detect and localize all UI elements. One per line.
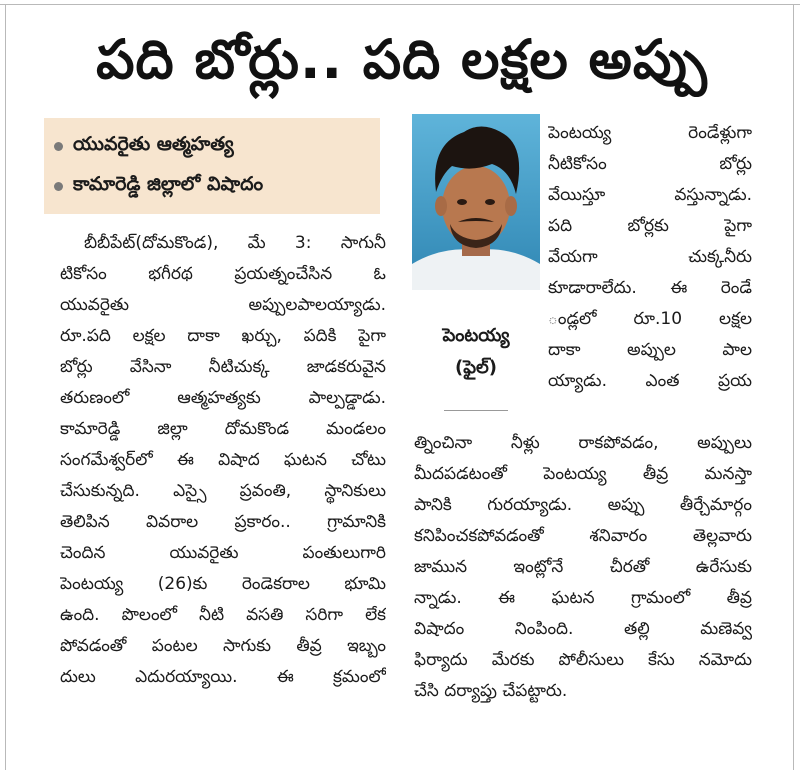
article-line: కూడారాలేదు. ఈ రెండే — [548, 278, 752, 298]
article-line: య్యాడు. ఎంత ప్రయ — [548, 371, 752, 391]
article-line: చేసి దర్యాప్తు చేపట్టారు. — [414, 681, 568, 701]
photo-caption — [404, 320, 548, 384]
article-line: పెంటయ్య రెండేళ్లుగా — [548, 123, 752, 143]
article-line: తెలిపిన వివరాల ప్రకారం.. గ్రామానికి — [60, 512, 386, 532]
article-line: దాకా అప్పుల పాల — [548, 340, 752, 360]
headline: పది బోర్లు.. పది లక్షల అప్పు — [96, 28, 708, 91]
article-line: తరుణంలో ఆత్మహత్యకు పాల్పడ్డాడు. — [60, 388, 386, 408]
article-line: కనిపించకపోవడంతో శనివారం తెల్లవారు — [414, 526, 752, 546]
person-portrait-icon — [412, 114, 540, 290]
portrait-photo — [412, 114, 540, 290]
article-line: బోర్లు వేసినా నీటిచుక్క జాడకరువైన — [60, 357, 386, 377]
article-line: యువరైతు అప్పులపాలయ్యాడు. — [60, 295, 386, 315]
bullet-icon — [54, 182, 63, 191]
article-line: చేసుకున్నది. ఎస్సై ప్రవంతి, స్థానికులు — [60, 481, 386, 501]
article-line: పెంటయ్య (26)కు రెండెకరాల భూమి — [60, 574, 386, 594]
article-line: పది బోర్లకు పైగా — [548, 216, 752, 236]
article-line: త్నించినా నీళ్లు రాకపోవడం, అప్పులు — [414, 433, 752, 453]
caption-note: (ఫైల్) — [454, 357, 497, 378]
left-border — [5, 4, 6, 770]
article-line: పానికి గురయ్యాడు. అప్పు తీర్చేమార్గం — [414, 495, 752, 515]
article-line: దులు ఎదురయ్యాయి. ఈ క్రమంలో — [60, 667, 386, 687]
bullet-icon — [54, 142, 63, 151]
article-line: కామారెడ్డి జిల్లా దోమకొండ మండలం — [60, 419, 386, 439]
article-line: నీటికోసం బోర్లు — [548, 154, 752, 174]
article-line: పోవడంతో పంటల సాగుకు తీవ్ర ఇబ్బం — [60, 636, 386, 656]
article-line: రూ.పది లక్షల దాకా ఖర్చు, పదికి పైగా — [60, 326, 386, 346]
caption-divider — [444, 410, 508, 411]
article-line: టికోసం భగీరథ ప్రయత్నంచేసిన ఓ — [60, 264, 386, 284]
caption-name: పెంటయ్య — [442, 325, 510, 346]
article-line: విషాదం నింపింది. తల్లి మణెవ్వ — [414, 619, 752, 639]
highlight-box — [44, 118, 380, 214]
article-line: న్నాడు. ఈ ఘటన గ్రామంలో తీవ్ర — [414, 588, 752, 608]
top-border — [0, 4, 800, 5]
article-line: ఉంది. పొలంలో నీటి వసతి సరిగా లేక — [60, 605, 386, 625]
highlight-text: యువరైతు ఆత్మహత్య — [73, 132, 234, 155]
article-line: ఫిర్యాదు మేరకు పోలీసులు కేసు నమోదు — [414, 650, 752, 670]
article-line: జామున ఇంట్లోనే చీరతో ఉరేసుకు — [414, 557, 752, 577]
highlight-item — [54, 126, 234, 166]
article-line: వేయిస్తూ వస్తున్నాడు. — [548, 185, 752, 205]
article-line: ండ్లలో రూ.10 లక్షల — [548, 309, 752, 329]
article-line: వేయగా చుక్కనీరు — [548, 247, 752, 267]
right-border — [793, 4, 794, 770]
article-line: చెందిన యువరైతు పంతులుగారి — [60, 543, 386, 563]
highlight-text: కామారెడ్డి జిల్లాలో విషాదం — [73, 172, 264, 195]
article-line: మీదపడటంతో పెంటయ్య తీవ్ర మనస్తా — [414, 464, 752, 484]
article-line: సంగమేశ్వర్‌లో ఈ విషాద ఘటన చోటు — [60, 450, 386, 470]
highlight-item — [54, 166, 263, 206]
article-line: బీబీపేట్(దోమకొండ), మే 3: సాగునీ — [84, 233, 386, 253]
